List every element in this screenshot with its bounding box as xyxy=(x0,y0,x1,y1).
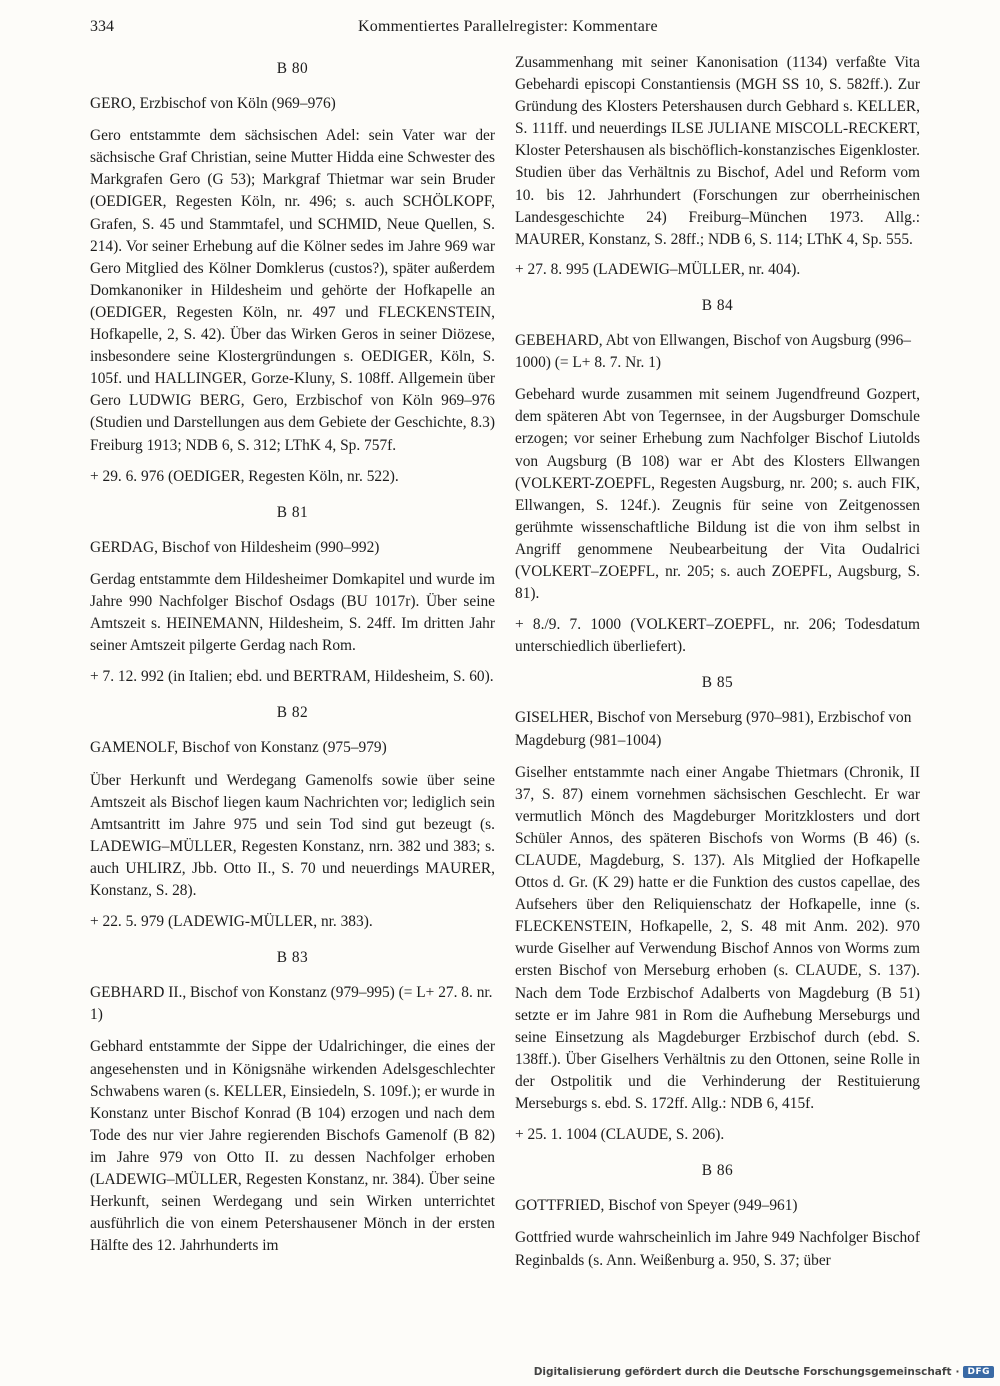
entry-death-date: + 29. 6. 976 (OEDIGER, Regesten Köln, nr. 522). xyxy=(90,467,399,485)
entry-death-date: + 7. 12. 992 (in Italien; ebd. und BERTRAM, Hildesheim, S. 60). xyxy=(90,668,494,686)
entry-death-date: + 8./9. 7. 1000 (VOLKERT–ZOEPFL, nr. 206; Todesdatum unterschiedlich überliefert). xyxy=(515,616,920,656)
footer-credit-text: Digitalisierung gefördert durch die Deutsche Forschungsgemeinschaft xyxy=(533,1366,952,1378)
entry-heading: GISELHER, Bischof von Merseburg (970–981), Erzbischof von Magdeburg (981–1004) xyxy=(515,709,912,749)
register-entry xyxy=(90,502,495,689)
entry-number: B 83 xyxy=(276,949,309,967)
entry-heading: GEBHARD II., Bischof von Konstanz (979–995) (= L+ 27. 8. nr. 1) xyxy=(90,984,493,1024)
entry-death-date: + 22. 5. 979 (LADEWIG-MÜLLER, nr. 383). xyxy=(90,913,373,931)
entry-body: Gebhard entstammte der Sippe der Udalrichinger, die eines der angesehensten und in Königsnähe wirkenden Adelsgeschlechter Schwabens waren (s. KELLER, Einsiedeln, S. 109f.); er wurde in Konstanz unter Bischof Konrad (B 104) erzogen und nach dem Tode des nur vier Jahre regierenden Bischofs Gamenolf (B 82) im Jahre 979 von Otto II. zu dessen Nachfolger erhoben (LADEWIG–MÜLLER, Regesten Konstanz, nr. 384). Über seine Herkunft, seinen Werdegang und sein Wirken unterrichtet ausführlich die von einem Petershausener Mönch in der ersten Hälfte des 12. Jahrhunderts im xyxy=(90,1038,495,1255)
entry-number: B 81 xyxy=(276,503,309,521)
entry-heading: GERDAG, Bischof von Hildesheim (990–992) xyxy=(90,538,380,556)
entry-number: B 85 xyxy=(701,674,734,692)
register-entry xyxy=(90,702,495,933)
register-entry xyxy=(90,947,495,1257)
continued-death-date: + 27. 8. 995 (LADEWIG–MÜLLER, nr. 404). xyxy=(515,260,801,278)
entry-body: Gebehard wurde zusammen mit seinem Jugendfreund Gozpert, dem späteren Abt von Tegernsee, in der Augsburger Domschule erzogen; vor seiner Erhebung zum Nachfolger Bischof Liutolds von Augsburg (B 108) war er Abt des Klosters Ellwangen (VOLKERT-ZOEPFL, Regesten Augsburg, nr. 200; s. auch FIK, Ellwangen, S. 124f.). Zeugnis für seine von Zeitgenossen gerühmte wissenschaftliche Bildung ist die von ihm selbst in Angriff genommene Neubearbeitung der Vita Oudalrici (VOLKERT–ZOEPFL, nr. 205; s. auch ZOEPFL, Augsburg, S. 81). xyxy=(515,386,920,603)
footer-credit xyxy=(534,1364,994,1380)
entry-body: Gerdag entstammte dem Hildesheimer Domkapitel und wurde im Jahre 990 Nachfolger Bischof Osdags (BU 1017r). Über seine Amtszeit s. HEINEMANN, Hildesheim, S. 24ff. Im dritten Jahr seiner Amtszeit pilgerte Gerdag nach Rom. xyxy=(90,570,495,655)
register-entry xyxy=(515,1160,920,1271)
running-title: Kommentiertes Parallelregister: Kommentare xyxy=(358,18,658,35)
entry-body: Gottfried wurde wahrscheinlich im Jahre 949 Nachfolger Bischof Reginbalds (s. Ann. Weißenburg a. 950, S. 37; über xyxy=(515,1229,920,1269)
entry-body: Gero entstammte dem sächsischen Adel: sein Vater war der sächsische Graf Christian, seine Mutter Hidda eine Schwester des Markgrafen Gero (G 53); Markgraf Thietmar war sein Bruder (OEDIGER, Regesten Köln, nr. 496; s. auch SCHÖLKOPF, Grafen, S. 45 und Stammtafel, und SCHMID, Neue Quellen, S. 214). Vor seiner Erhebung auf die Kölner sedes im Jahre 969 war Gero Mitglied des Kölner Domklerus (custos?), später außerdem Domkanoniker in Hildesheim und gehörte der Hofkapelle an (OEDIGER, Regesten Köln, nr. 497 und FLECKENSTEIN, Hofkapelle, 2, S. 42). Über das Wirken Geros in seiner Diözese, insbesondere seine Klostergründungen s. OEDIGER, Köln, S. 105f. und HALLINGER, Gorze-Kluny, S. 108ff. Allgemein über Gero LUDWIG BERG, Gero, Erzbischof von Köln 969–976 (Studien und Darstellungen aus dem Gebiete der Geschichte, 8.3) Freiburg 1913; NDB 6, S. 312; LThK 4, Sp. 757f. xyxy=(90,127,495,454)
page-number: 334 xyxy=(90,18,114,35)
footer-separator: · xyxy=(955,1366,960,1378)
entry-number: B 82 xyxy=(276,704,309,722)
page-header xyxy=(90,18,915,44)
entry-body: Giselher entstammte nach einer Angabe Thietmars (Chronik, II 37, S. 87) einem vornehmen sächsischen Geschlecht. Er war vermutlich Mönch des Magdeburger Moritzklosters und dort Schüler Annos, des späteren Bischofs von Worms (B 46) (s. CLAUDE, Magdeburg, S. 137). Als Mitglied der Hofkapelle Ottos d. Gr. (K 29) hatte er die Funktion des custos capellae, des Aufsehers über den Reliquienschatz der Hofkapelle, inne (s. FLECKENSTEIN, Hofkapelle, 2, S. 48 mit Anm. 202). 970 wurde Giselher auf Verwendung Bischof Annos von Worms zum ersten Bischof von Merseburg erhoben (s. CLAUDE, S. 137). Nach dem Tode Erzbischof Adalberts von Magdeburg (B 51) setzte er im Jahre 981 in Rom die Aufhebung Merseburgs und seine Einsetzung als Magdeburger Erzbischof durch (ebd. S. 138ff.). Über Giselhers Verhältnis zu den Ottonen, seine Rolle in der Ostpolitik und die Verhinderung der Restituierung Merseburgs s. ebd. S. 172ff. Allg.: NDB 6, 415f. xyxy=(515,763,920,1113)
entry-heading: GOTTFRIED, Bischof von Speyer (949–961) xyxy=(515,1197,798,1215)
entry-number: B 84 xyxy=(701,296,734,314)
entry-number: B 86 xyxy=(701,1162,734,1180)
register-entry xyxy=(515,672,920,1146)
entry-heading: GERO, Erzbischof von Köln (969–976) xyxy=(90,95,336,113)
entry-death-date: + 25. 1. 1004 (CLAUDE, S. 206). xyxy=(515,1126,725,1144)
left-column xyxy=(90,52,495,1266)
entry-heading: GAMENOLF, Bischof von Konstanz (975–979) xyxy=(90,739,387,757)
dfg-logo: DFG xyxy=(963,1366,994,1378)
entry-number: B 80 xyxy=(276,60,309,77)
register-entry xyxy=(90,58,495,488)
entry-heading: GEBEHARD, Abt von Ellwangen, Bischof von Augsburg (996–1000) (= L+ 8. 7. Nr. 1) xyxy=(515,332,912,372)
entry-body: Über Herkunft und Werdegang Gamenolfs sowie über seine Amtszeit als Bischof liegen kaum Nachrichten vor; lediglich sein Amtsantritt im Jahre 975 und sein Tod sind gut bezeugt (s. LADEWIG–MÜLLER, Regesten Konstanz, nrn. 382 und 383; s. auch UHLIRZ, Jbb. Otto II., S. 70 und neuerdings MAURER, Konstanz, S. 28). xyxy=(90,771,495,899)
register-entry xyxy=(515,295,920,658)
right-column xyxy=(515,52,920,1281)
continued-text: Zusammenhang mit seiner Kanonisation (1134) verfaßte Vita Gebehardi episcopi Constantiensis (MGH SS 10, S. 582ff.). Zur Gründung des Klosters Petershausen durch Gebhard s. KELLER, S. 111ff. und neuerdings ILSE JULIANE MISCOLL-RECKERT, Kloster Petershausen als bischöflich-konstanzisches Eigenkloster. Studien über das Verhältnis zu Bischof, Adel und Reform vom 10. bis 12. Jahrhundert (Forschungen zur oberrheinischen Landesgeschichte 24) Freiburg–München 1973. Allg.: MAURER, Konstanz, S. 28ff.; NDB 6, S. 114; LThK 4, Sp. 555. xyxy=(515,54,920,248)
